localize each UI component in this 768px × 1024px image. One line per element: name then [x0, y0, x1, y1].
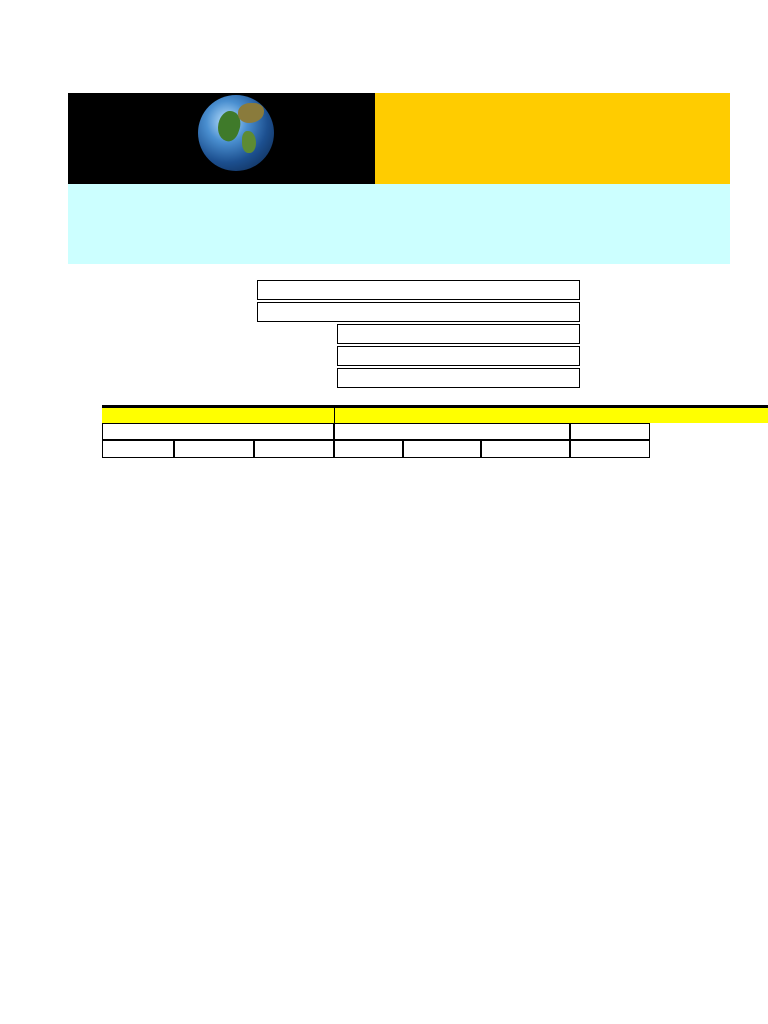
globe-icon [198, 95, 274, 171]
entrada-datos-header-right [334, 405, 768, 423]
minutos-column-header [403, 440, 481, 458]
no-header [68, 441, 98, 458]
datum-entrada-select[interactable] [257, 280, 580, 300]
huso-column-header [254, 440, 334, 458]
grados2-column-header [570, 440, 650, 458]
info-panel [68, 184, 730, 264]
grados-column-header [334, 440, 403, 458]
title-banner [375, 93, 730, 184]
coordenada-geodesica-header [334, 423, 570, 440]
y-column-header [174, 440, 254, 458]
datum-salida-select[interactable] [257, 302, 580, 322]
topoforest-logo [68, 93, 375, 184]
entrada-datos-header-left [102, 405, 334, 423]
combinacion-select[interactable] [337, 368, 580, 388]
segundos-column-header [481, 440, 570, 458]
tipo-entrada-select[interactable] [337, 324, 580, 344]
tipo-salida-select[interactable] [337, 346, 580, 366]
coordenada-utm-header [102, 423, 334, 440]
x-column-header [102, 440, 174, 458]
coordenada-header-2 [570, 423, 650, 440]
